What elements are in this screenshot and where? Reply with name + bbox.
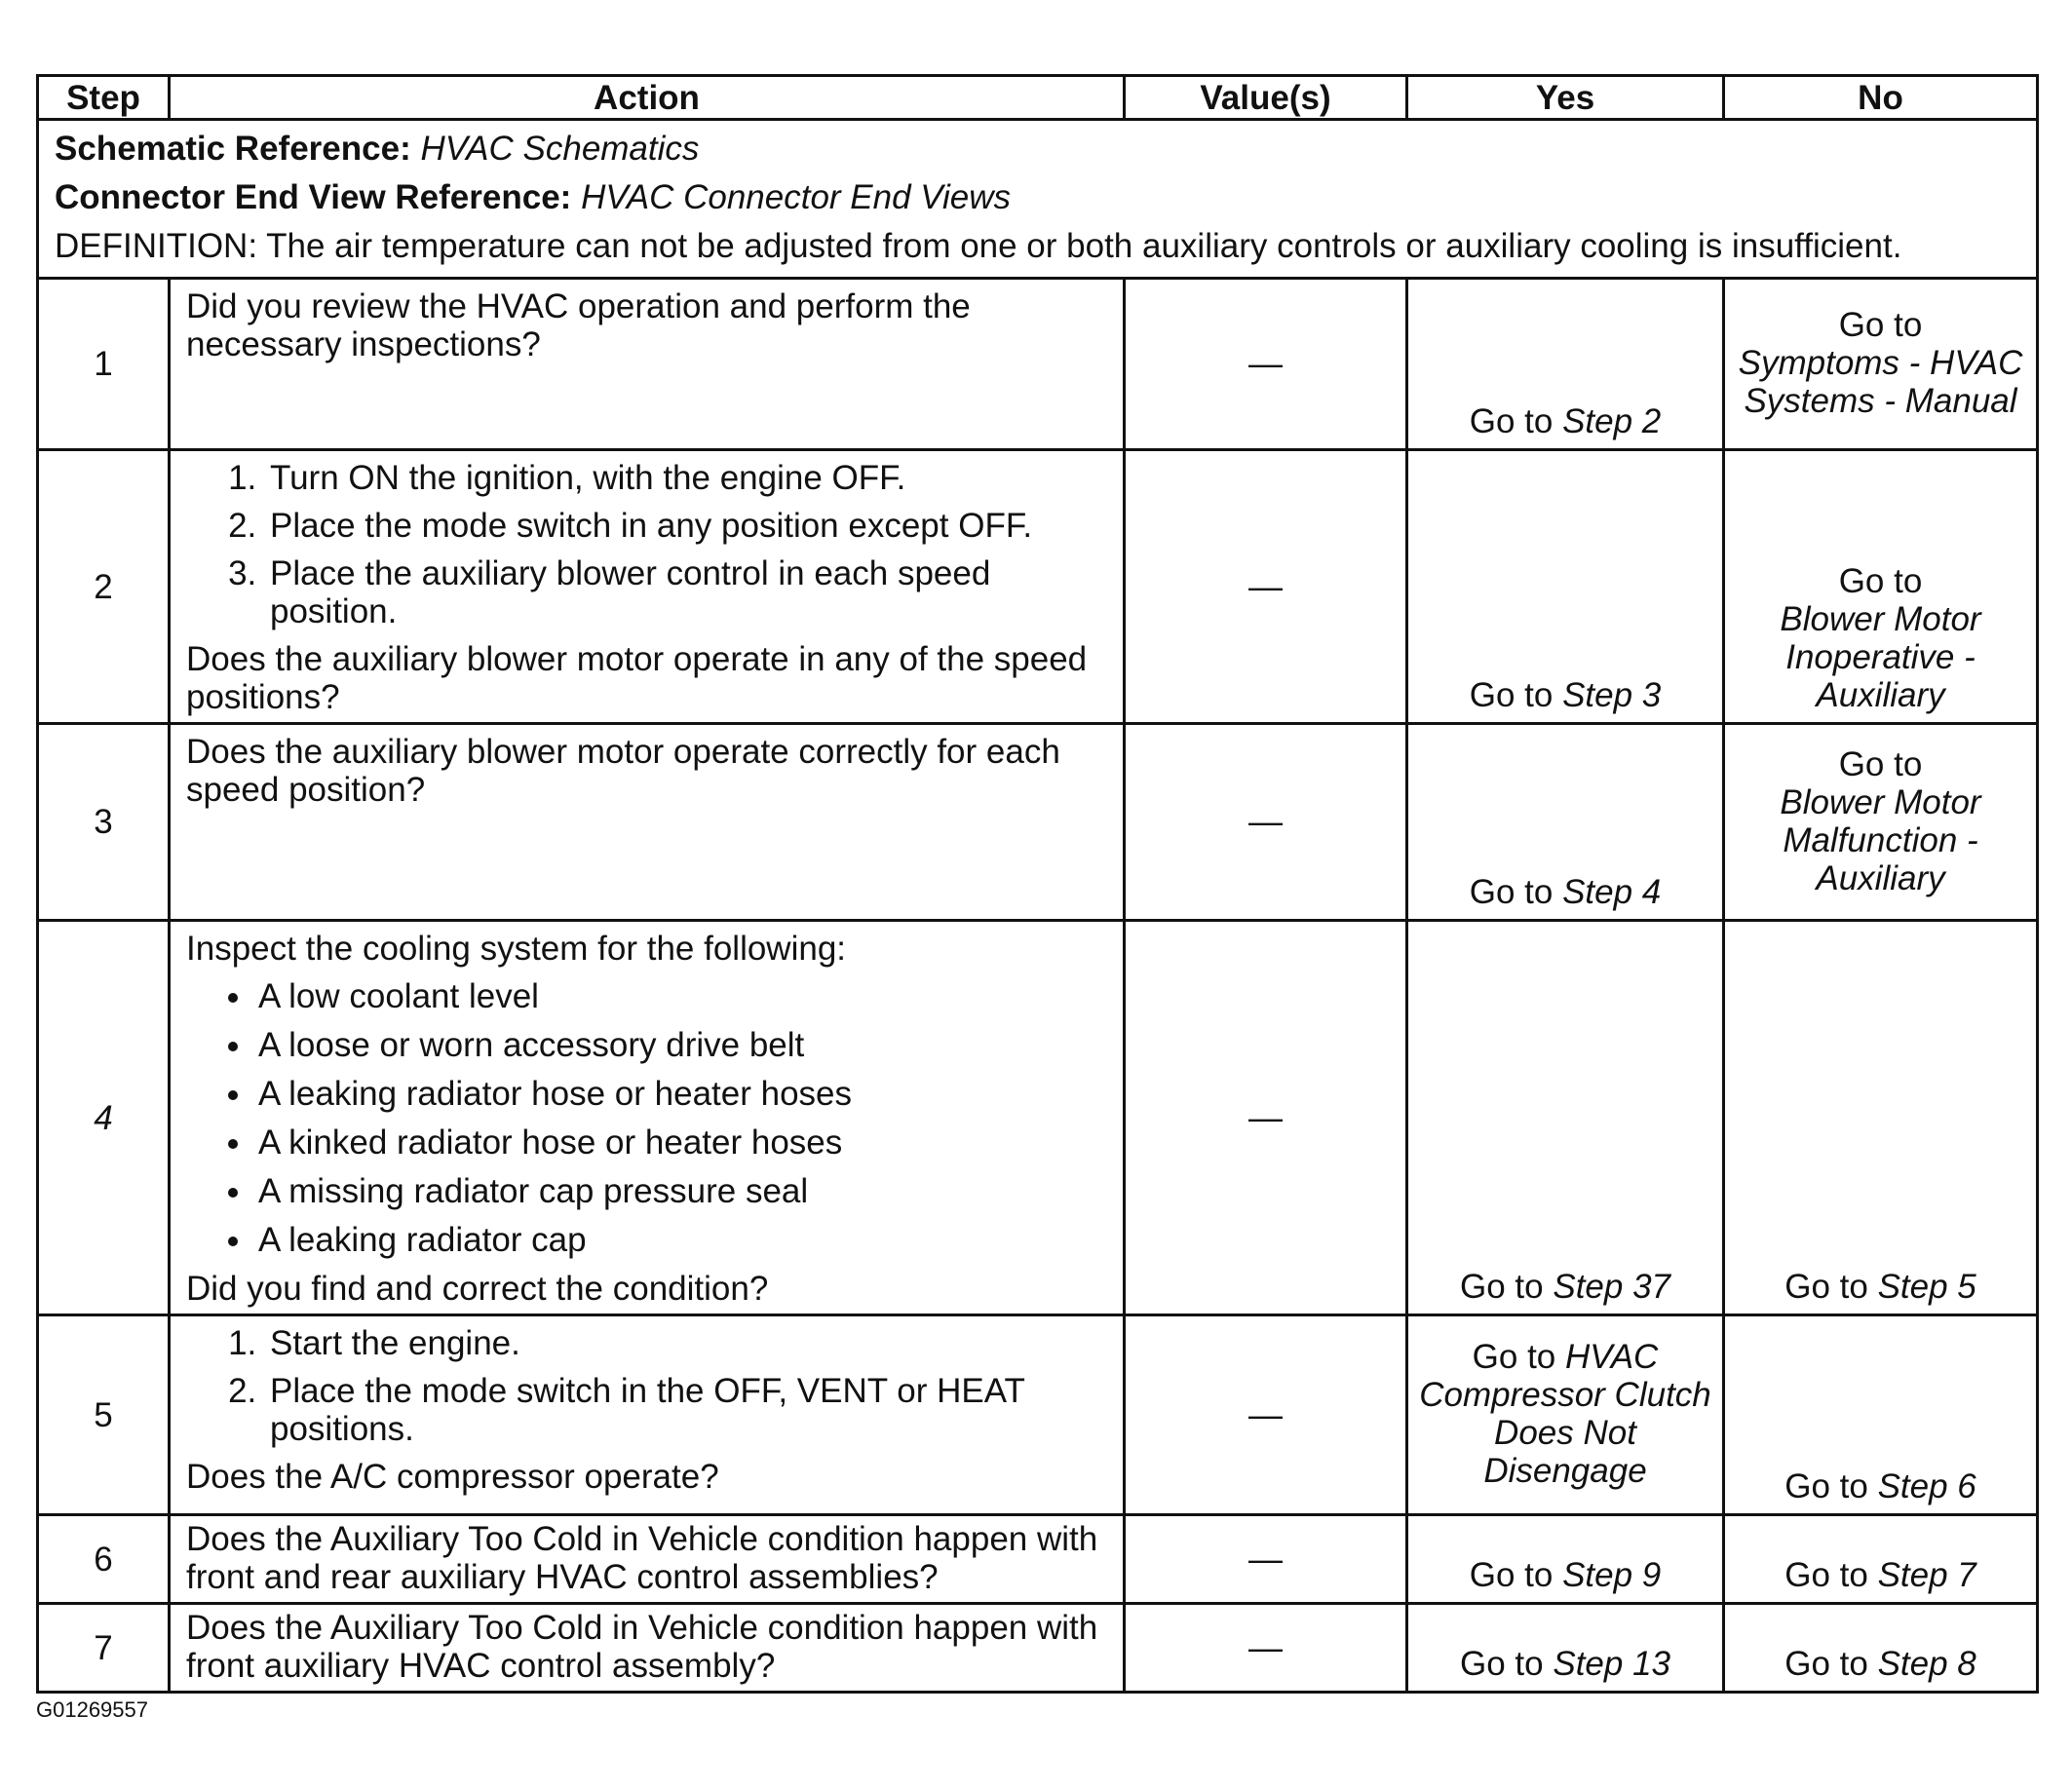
yes-cell — [1407, 921, 1724, 1315]
diagnostic-table — [36, 74, 2039, 1694]
value-dash: — — [1248, 345, 1283, 383]
action-cell — [170, 1515, 1125, 1604]
table-row — [38, 450, 2038, 724]
figure-code: G01269557 — [36, 1697, 148, 1722]
header-action: Action — [170, 76, 1125, 120]
action-question: Does the Auxiliary Too Cold in Vehicle condition happen with front auxiliary HVAC control assembly? — [186, 1609, 1098, 1685]
step-number: 3 — [38, 724, 170, 921]
connector-reference — [55, 173, 2020, 222]
no-prefix: Go to — [1784, 1268, 1868, 1306]
yes-link[interactable]: Step 9 — [1562, 1556, 1662, 1594]
table-row — [38, 921, 2038, 1315]
no-prefix: Go to — [1838, 562, 1923, 600]
table-row — [38, 724, 2038, 921]
no-prefix: Go to — [1784, 1645, 1868, 1683]
yes-link[interactable]: HVAC Compressor Clutch Does Not Disengage — [1419, 1338, 1711, 1490]
no-cell — [1724, 450, 2038, 724]
action-steps-list — [186, 1324, 1107, 1448]
header-yes: Yes — [1407, 76, 1724, 120]
value-dash: — — [1248, 803, 1283, 841]
no-link[interactable]: Symptoms - HVAC Systems - Manual — [1738, 344, 2023, 420]
table-row — [38, 1515, 2038, 1604]
value-cell — [1125, 1515, 1407, 1604]
no-link[interactable]: Blower Motor Malfunction - Auxiliary — [1780, 782, 1981, 897]
yes-cell — [1407, 279, 1724, 450]
header-no: No — [1724, 76, 2038, 120]
list-item: • A missing radiator cap pressure seal — [254, 1172, 1107, 1210]
list-item: 2. Place the mode switch in any position except OFF. — [266, 507, 1107, 545]
action-question: Does the auxiliary blower motor operate correctly for each speed position? — [186, 733, 1060, 809]
inspection-list — [186, 977, 1107, 1259]
step-number: 1 — [38, 279, 170, 450]
yes-link[interactable]: Step 4 — [1562, 873, 1662, 911]
reference-row — [38, 120, 2038, 279]
yes-prefix: Go to — [1460, 1268, 1544, 1306]
list-item: 1. Turn ON the ignition, with the engine OFF. — [266, 459, 1107, 497]
schematic-reference-link[interactable]: HVAC Schematics — [420, 130, 700, 168]
no-prefix: Go to — [1784, 1556, 1868, 1594]
no-prefix: Go to — [1838, 306, 1923, 344]
connector-reference-label: Connector End View Reference: — [55, 178, 572, 216]
no-link[interactable]: Step 8 — [1877, 1645, 1976, 1683]
yes-prefix: Go to — [1469, 1556, 1554, 1594]
action-cell — [170, 921, 1125, 1315]
schematic-reference — [55, 125, 2020, 173]
action-intro: Inspect the cooling system for the following: — [186, 930, 847, 968]
action-cell — [170, 1315, 1125, 1515]
list-item: • A leaking radiator cap — [254, 1221, 1107, 1259]
no-link[interactable]: Blower Motor Inoperative - Auxiliary — [1780, 600, 1981, 714]
list-item: • A leaking radiator hose or heater hoses — [254, 1075, 1107, 1113]
value-cell — [1125, 724, 1407, 921]
step-number: 2 — [38, 450, 170, 724]
step-number: 5 — [38, 1315, 170, 1515]
action-cell — [170, 450, 1125, 724]
value-dash: — — [1248, 567, 1283, 606]
list-item: 2. Place the mode switch in the OFF, VENT or HEAT positions. — [266, 1372, 1107, 1448]
action-question: Does the A/C compressor operate? — [186, 1458, 719, 1496]
value-cell — [1125, 450, 1407, 724]
no-cell — [1724, 279, 2038, 450]
action-question: Does the auxiliary blower motor operate in any of the speed positions? — [186, 640, 1088, 716]
yes-cell — [1407, 450, 1724, 724]
header-values: Value(s) — [1125, 76, 1407, 120]
step-number: 6 — [38, 1515, 170, 1604]
header-step: Step — [38, 76, 170, 120]
no-link[interactable]: Step 6 — [1877, 1467, 1976, 1505]
value-dash: — — [1248, 1540, 1283, 1579]
action-question: Did you find and correct the condition? — [186, 1270, 769, 1308]
yes-link[interactable]: Step 3 — [1562, 676, 1662, 714]
step-number: 7 — [38, 1604, 170, 1693]
yes-link[interactable]: Step 37 — [1553, 1268, 1670, 1306]
value-dash: — — [1248, 1395, 1283, 1434]
table-row — [38, 1604, 2038, 1693]
action-question: Does the Auxiliary Too Cold in Vehicle condition happen with front and rear auxiliary HVAC control assemblies? — [186, 1520, 1098, 1596]
value-cell — [1125, 1315, 1407, 1515]
no-prefix: Go to — [1838, 744, 1923, 783]
no-link[interactable]: Step 7 — [1877, 1556, 1976, 1594]
yes-prefix: Go to — [1469, 873, 1554, 911]
action-steps-list — [186, 459, 1107, 630]
value-cell — [1125, 1604, 1407, 1693]
header-row — [38, 76, 2038, 120]
yes-link[interactable]: Step 13 — [1553, 1645, 1670, 1683]
yes-prefix: Go to — [1472, 1338, 1556, 1376]
no-prefix: Go to — [1784, 1467, 1868, 1505]
list-item: • A kinked radiator hose or heater hoses — [254, 1124, 1107, 1162]
value-cell — [1125, 921, 1407, 1315]
value-cell — [1125, 279, 1407, 450]
value-dash: — — [1248, 1098, 1283, 1137]
no-cell — [1724, 724, 2038, 921]
yes-prefix: Go to — [1469, 676, 1554, 714]
yes-cell — [1407, 1315, 1724, 1515]
yes-prefix: Go to — [1469, 402, 1554, 440]
no-link[interactable]: Step 5 — [1877, 1268, 1976, 1306]
list-item: • A low coolant level — [254, 977, 1107, 1015]
yes-link[interactable]: Step 2 — [1562, 402, 1662, 440]
list-item: • A loose or worn accessory drive belt — [254, 1026, 1107, 1064]
table-row — [38, 279, 2038, 450]
yes-cell — [1407, 1515, 1724, 1604]
definition-text: DEFINITION: The air temperature can not be adjusted from one or both auxiliary controls or auxiliary cooling is insufficient. — [55, 227, 1902, 265]
action-cell — [170, 1604, 1125, 1693]
reference-cell — [38, 120, 2038, 279]
connector-reference-link[interactable]: HVAC Connector End Views — [581, 178, 1012, 216]
list-item: 3. Place the auxiliary blower control in each speed position. — [266, 554, 1107, 630]
step-number: 4 — [38, 921, 170, 1315]
yes-prefix: Go to — [1460, 1645, 1544, 1683]
schematic-reference-label: Schematic Reference: — [55, 130, 411, 168]
no-cell — [1724, 921, 2038, 1315]
action-cell — [170, 724, 1125, 921]
value-dash: — — [1248, 1628, 1283, 1667]
no-cell — [1724, 1515, 2038, 1604]
action-cell — [170, 279, 1125, 450]
yes-cell — [1407, 1604, 1724, 1693]
no-cell — [1724, 1315, 2038, 1515]
table-row — [38, 1315, 2038, 1515]
action-question: Did you review the HVAC operation and perform the necessary inspections? — [186, 287, 971, 363]
list-item: 1. Start the engine. — [266, 1324, 1107, 1362]
yes-cell — [1407, 724, 1724, 921]
no-cell — [1724, 1604, 2038, 1693]
